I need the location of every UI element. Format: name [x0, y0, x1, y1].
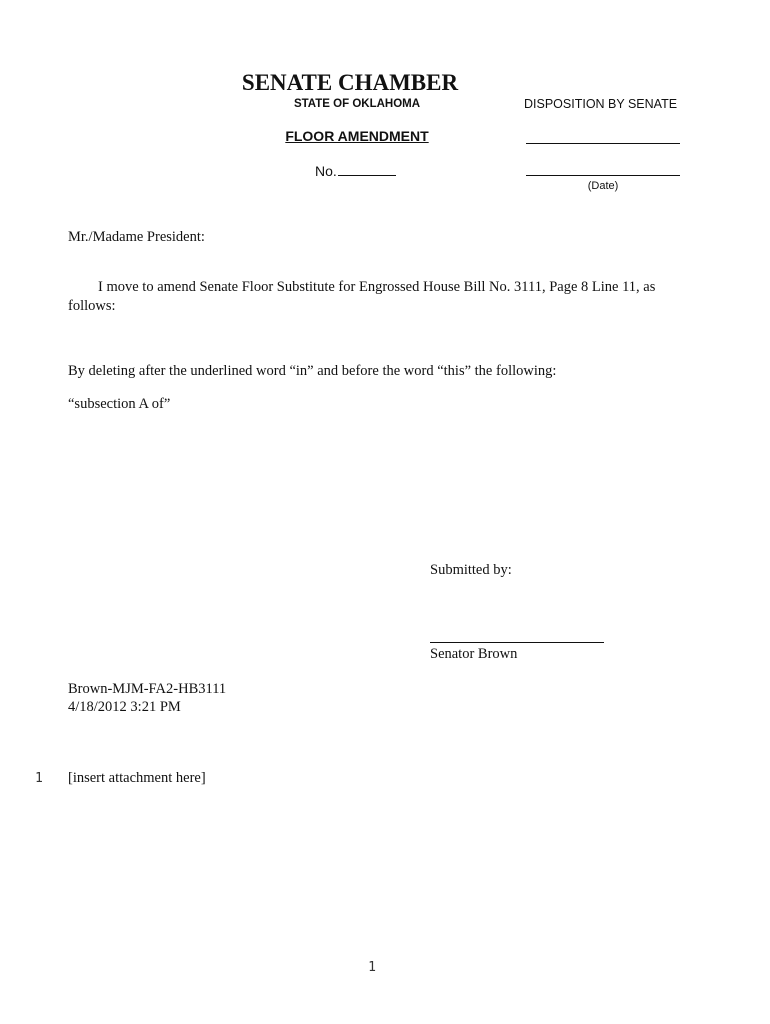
deleted-text: “subsection A of”: [68, 396, 171, 412]
motion-paragraph: [68, 278, 673, 316]
amendment-number-label: No.: [315, 163, 337, 179]
page-title: SENATE CHAMBER: [241, 70, 459, 95]
submitted-by-label: Submitted by:: [430, 562, 512, 578]
line-number: 1: [35, 771, 43, 786]
senator-name: Senator Brown: [430, 646, 518, 662]
signature-line: [430, 642, 604, 643]
instruction-text: By deleting after the underlined word “in” and before the word “this” the following:: [68, 363, 557, 379]
page-number: 1: [368, 960, 376, 975]
attachment-placeholder: [insert attachment here]: [68, 770, 206, 786]
salutation: Mr./Madame President:: [68, 229, 205, 245]
document-timestamp: 4/18/2012 3:21 PM: [68, 699, 181, 715]
date-rule: [526, 175, 680, 176]
amendment-number-field: [315, 162, 396, 179]
date-label: (Date): [587, 180, 619, 192]
floor-amendment-heading: FLOOR AMENDMENT: [285, 128, 429, 144]
motion-text: I move to amend Senate Floor Substitute for Engrossed House Bill No. 3111, Page 8 Line 11, as follows:: [68, 279, 656, 314]
disposition-rule: [526, 143, 680, 144]
state-subtitle: STATE OF OKLAHOMA: [293, 98, 421, 110]
document-id: Brown-MJM-FA2-HB3111: [68, 681, 227, 697]
amendment-number-blank: [338, 162, 396, 176]
disposition-label: DISPOSITION BY SENATE: [524, 97, 678, 111]
